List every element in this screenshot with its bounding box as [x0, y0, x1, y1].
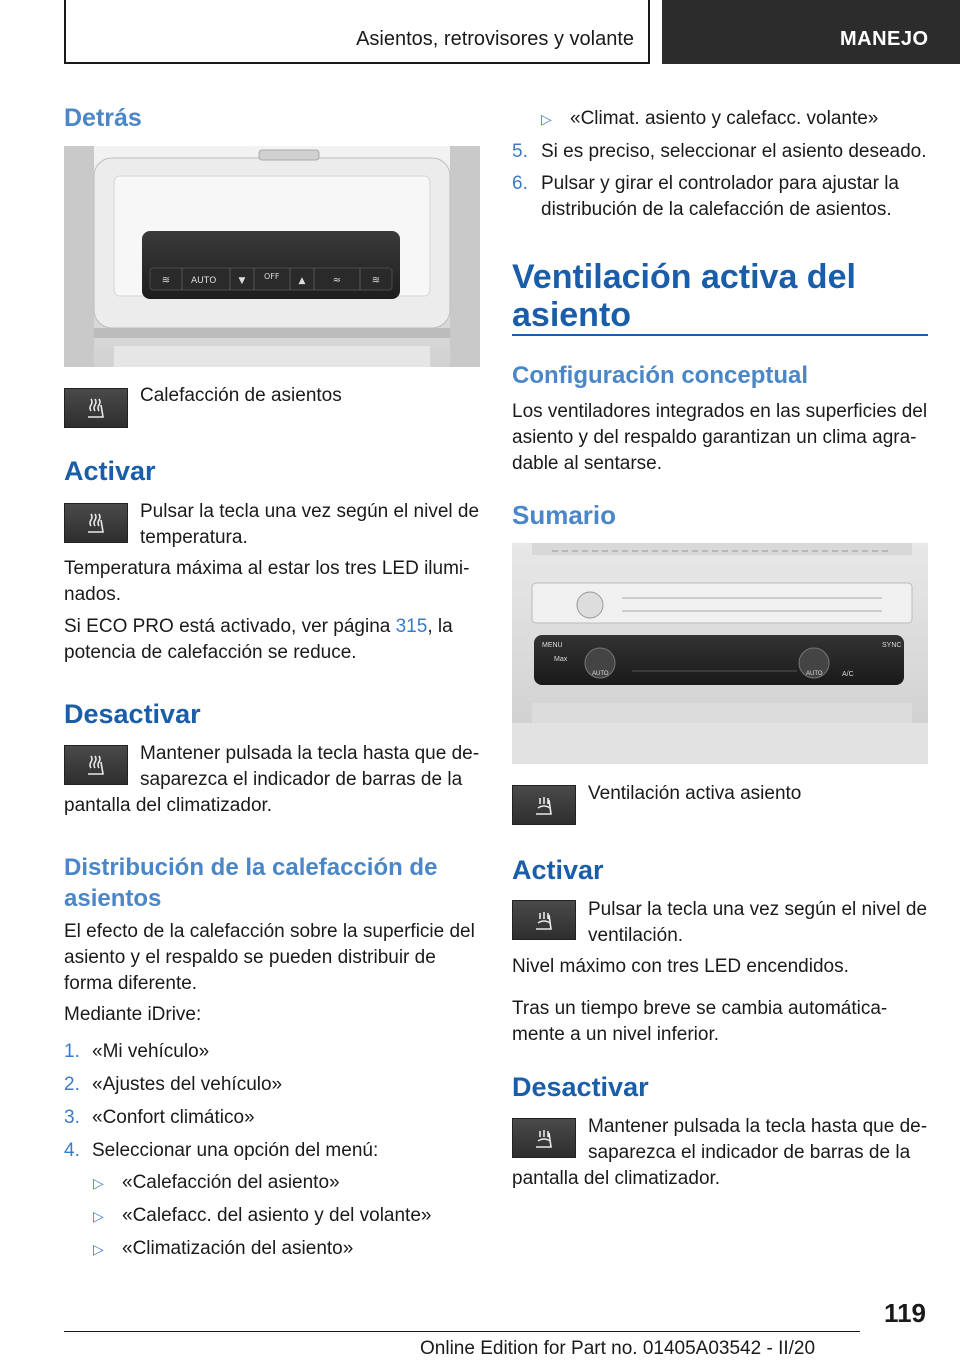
- desactivar-text-cont: pantalla del climatizador.: [64, 795, 273, 816]
- panel-ac-label: A/C: [842, 671, 854, 678]
- nivel-maximo-text: Nivel máximo con tres LED encendidos.: [512, 956, 849, 977]
- footer-edition: Online Edition for Part no. 01405A03542 - II/20: [420, 1338, 816, 1359]
- heading-rule: [512, 334, 928, 336]
- heading-distribucion-line2: asientos: [64, 885, 162, 912]
- step-2-number: 2.: [64, 1074, 80, 1095]
- seat-ventilation-icon-desactivar: [512, 1118, 576, 1158]
- climate-control-panel-photo: [512, 543, 928, 764]
- step-1-text: «Mi vehículo»: [92, 1041, 210, 1062]
- svg-text:≋: ≋: [371, 275, 381, 286]
- seat-ventilation-icon: [512, 785, 576, 825]
- panel-auto-right-label: AUTO: [806, 671, 823, 677]
- eco-pro-prefix: Si ECO PRO está activado, ver página: [64, 616, 396, 637]
- heading-distribucion-line1: Distribución de la calefacción de: [64, 854, 438, 881]
- step-3-text: «Confort climático»: [92, 1107, 255, 1128]
- heading-activar-ventilacion: Activar: [512, 855, 604, 885]
- mediante-idrive: Mediante iDrive:: [64, 1004, 202, 1025]
- seat-heating-icon: [64, 388, 128, 428]
- configuracion-text: Los ventiladores integrados en las superficies del asiento y del respaldo garantizan un clima agra-dable al sentarse.: [512, 401, 928, 474]
- heading-configuracion: Configuración conceptual: [512, 362, 809, 389]
- header-chapter-box: [662, 0, 960, 64]
- svg-text:▼: ▼: [238, 276, 246, 286]
- seat-ventilation-caption: Ventilación activa asiento: [588, 783, 802, 804]
- step-6-text: Pulsar y girar el controlador para ajustar la distribución de la calefacción de asientos.: [541, 173, 900, 220]
- heading-detras: Detrás: [64, 104, 142, 132]
- footer-rule: [64, 1331, 860, 1332]
- step-6-number: 6.: [512, 173, 528, 194]
- panel-sync-label: SYNC: [882, 642, 902, 649]
- heading-desactivar: Desactivar: [64, 699, 201, 729]
- step-4-text: Seleccionar una opción del menú:: [92, 1140, 379, 1161]
- sub-option-2: «Calefacc. del asiento y del volante»: [122, 1205, 432, 1226]
- sub-option-3: «Climatización del asiento»: [122, 1238, 354, 1259]
- triangle-bullet-icon: ▷: [93, 1241, 104, 1257]
- panel-max-label: Max: [554, 656, 568, 663]
- heading-ventilacion-line2: asiento: [512, 296, 632, 334]
- eco-pro-text: [64, 614, 480, 666]
- distribucion-text: El efecto de la calefacción sobre la superficie del asiento y el respaldo se pueden distribuir de forma diferente.: [64, 921, 475, 994]
- panel-off-label: OFF: [264, 272, 280, 281]
- step-2-text: «Ajustes del vehículo»: [92, 1074, 283, 1095]
- header-section-title: Asientos, retrovisores y volante: [356, 28, 634, 50]
- step-5-text: Si es preciso, seleccionar el asiento deseado.: [541, 141, 927, 162]
- heading-distribucion: [64, 852, 484, 914]
- seat-heating-icon-activar: [64, 503, 128, 543]
- panel-menu-label: MENU: [542, 642, 563, 649]
- temperatura-maxima-text: Temperatura máxima al estar los tres LED ilumi-nados.: [64, 558, 470, 605]
- desactivar-text: Mantener pulsada la tecla hasta que de-saparezca el indicador de barras de la: [140, 743, 480, 790]
- header-section-box: [64, 0, 650, 64]
- step-1-number: 1.: [64, 1041, 80, 1062]
- rear-seat-heating-panel-photo: [64, 146, 480, 367]
- panel-auto-label: AUTO: [191, 276, 217, 286]
- svg-text:≋: ≋: [161, 275, 171, 286]
- header-chapter-title: MANEJO: [840, 28, 929, 50]
- step-5-number: 5.: [512, 141, 528, 162]
- activar-ventilacion-text: Pulsar la tecla una vez según el nivel de ventilación.: [588, 899, 928, 946]
- seat-ventilation-icon-activar: [512, 900, 576, 940]
- heading-desactivar-ventilacion: Desactivar: [512, 1072, 649, 1102]
- panel-auto-left-label: AUTO: [592, 671, 609, 677]
- eco-pro-page-link[interactable]: 315: [395, 616, 428, 637]
- svg-text:≈: ≈: [332, 275, 342, 286]
- step-4-number: 4.: [64, 1140, 80, 1161]
- heading-sumario: Sumario: [512, 500, 617, 530]
- triangle-bullet-icon: ▷: [93, 1208, 104, 1224]
- desactivar-ventilacion-text-cont: pantalla del climatizador.: [512, 1168, 721, 1189]
- triangle-bullet-icon: ▷: [541, 111, 552, 127]
- heading-activar: Activar: [64, 456, 156, 486]
- sub-option-1: «Calefacción del asiento»: [122, 1172, 340, 1193]
- seat-heating-icon-desactivar: [64, 745, 128, 785]
- sub-option-4: «Climat. asiento y calefacc. volante»: [570, 108, 879, 129]
- activar-text: Pulsar la tecla una vez según el nivel de temperatura.: [140, 501, 480, 548]
- svg-text:▲: ▲: [298, 276, 306, 286]
- seat-heating-caption: Calefacción de asientos: [140, 385, 342, 406]
- triangle-bullet-icon: ▷: [93, 1175, 104, 1191]
- page-number: 119: [884, 1298, 926, 1328]
- heading-ventilacion: [512, 258, 932, 334]
- heading-ventilacion-line1: Ventilación activa del: [512, 258, 856, 296]
- tras-tiempo-text: Tras un tiempo breve se cambia automática-mente a un nivel inferior.: [512, 998, 888, 1045]
- eco-pro-suffix: , la potencia de calefacción se reduce.: [64, 616, 453, 663]
- step-3-number: 3.: [64, 1107, 80, 1128]
- desactivar-ventilacion-text: Mantener pulsada la tecla hasta que de-saparezca el indicador de barras de la: [588, 1116, 928, 1163]
